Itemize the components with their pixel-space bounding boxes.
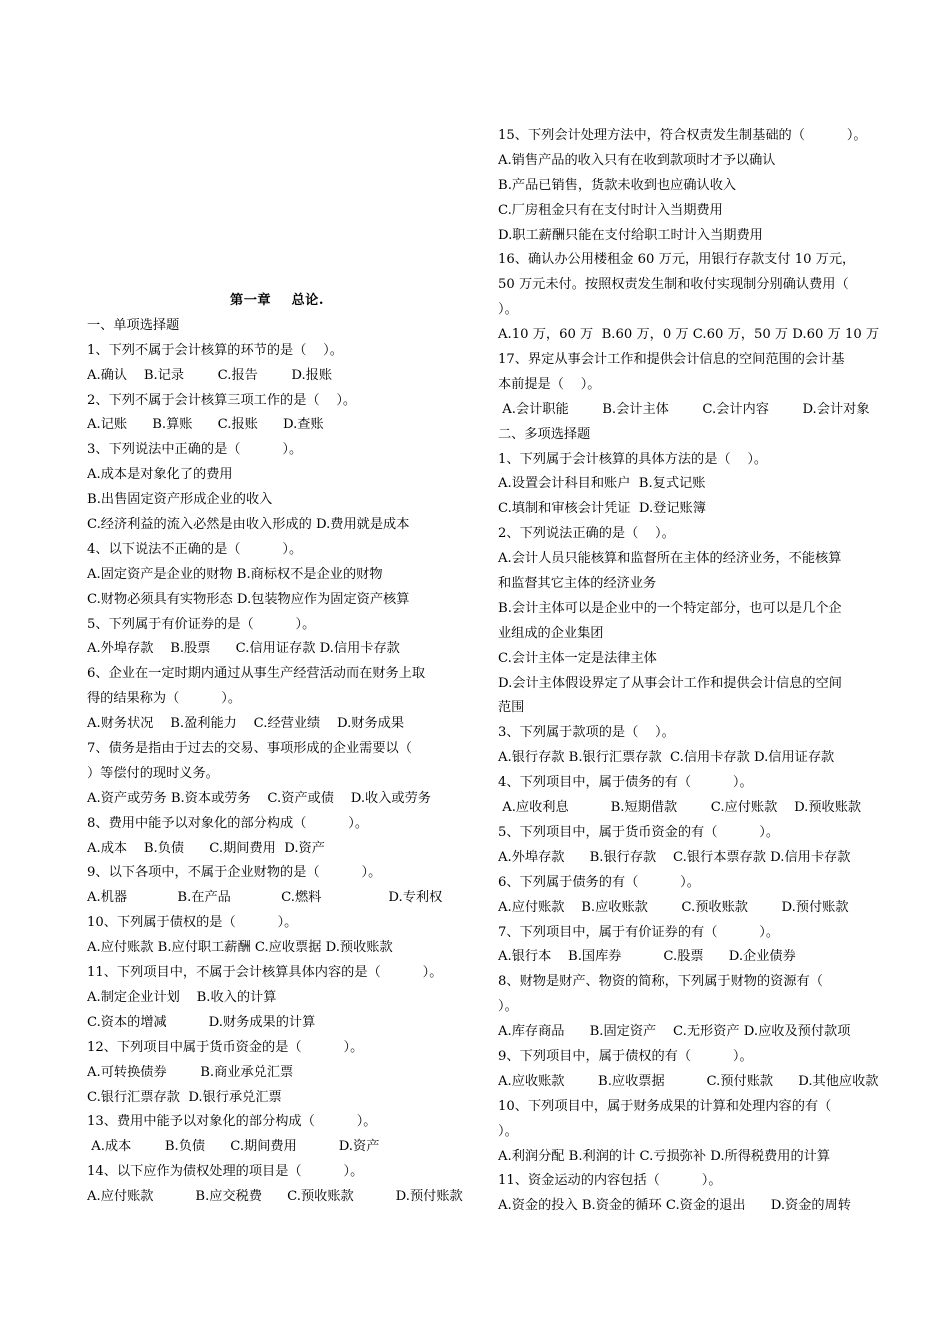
text-line: D.职工薪酬只能在支付给职工时计入当期费用 — [498, 227, 763, 243]
text-line: 9、下列项目中，属于债权的有（ ）。 — [498, 1048, 753, 1064]
chapter-title: 第一章 总论. — [230, 293, 324, 308]
text-line: ）。 — [498, 1123, 518, 1139]
text-line: 8、财物是财产、物资的简称，下列属于财物的资源有（ — [498, 974, 823, 990]
text-line: A.应付账款 B.应付职工薪酬 C.应收票据 D.预收账款 — [87, 940, 393, 956]
text-line: ）。 — [498, 999, 518, 1015]
text-line: A.资金的投入 B.资金的循环 C.资金的退出 D.资金的周转 — [498, 1198, 851, 1214]
text-line: A.会计职能 B.会计主体 C.会计内容 D.会计对象 — [498, 401, 870, 417]
left-column — [87, 289, 467, 1210]
text-line: 50 万元未付。按照权责发生制和收付实现制分别确认费用（ — [498, 277, 849, 293]
text-line: A.固定资产是企业的财物 B.商标权不是企业的财物 — [87, 566, 383, 582]
text-line: A.成本 B.负债 C.期间费用 D.资产 — [87, 840, 325, 856]
text-line: 1、下列属于会计核算的具体方法的是（ ）。 — [498, 451, 768, 467]
text-line: A.银行存款 B.银行汇票存款 C.信用卡存款 D.信用证存款 — [498, 750, 835, 766]
text-line: A.可转换债券 B.商业承兑汇票 — [87, 1064, 294, 1080]
text-line: 11、资金运动的内容包括（ ）。 — [498, 1173, 722, 1189]
text-line: C.会计主体一定是法律主体 — [498, 650, 657, 666]
text-line: 7、下列项目中，属于有价证券的有（ ）。 — [498, 924, 780, 940]
text-line: 3、下列属于款项的是（ ）。 — [498, 725, 675, 741]
text-line: 15、下列会计处理方法中，符合权责发生制基础的（ ）。 — [498, 128, 867, 143]
text-line: 本前提是（ ）。 — [498, 376, 601, 392]
text-line: A.外埠存款 B.银行存款 C.银行本票存款 D.信用卡存款 — [498, 849, 851, 865]
text-line: 一、单项选择题 — [87, 317, 180, 333]
text-line: 和监督其它主体的经济业务 — [498, 576, 657, 592]
text-line: A.会计人员只能核算和监督所在主体的经济业务，不能核算 — [498, 551, 842, 567]
text-line: A.外埠存款 B.股票 C.信用证存款 D.信用卡存款 — [87, 641, 400, 657]
text-line: 4、以下说法不正确的是（ ）。 — [87, 541, 303, 557]
text-line: 4、下列项目中，属于债务的有（ ）。 — [498, 775, 753, 791]
text-line: 12、下列项目中属于货币资金的是（ ）。 — [87, 1039, 364, 1055]
text-line: 9、以下各项中，不属于企业财物的是（ ）。 — [87, 865, 382, 881]
text-line: 14、以下应作为债权处理的项目是（ ）。 — [87, 1164, 364, 1180]
text-line: 3、下列说法中正确的是（ ）。 — [87, 442, 303, 458]
text-line: C.填制和审核会计凭证 D.登记账簿 — [498, 501, 706, 517]
text-line: A.应付账款 B.应收账款 C.预收账款 D.预付账款 — [498, 899, 849, 915]
text-line: 6、企业在一定时期内通过从事生产经营活动而在财务上取 — [87, 666, 426, 682]
text-line: C.资本的增减 D.财务成果的计算 — [87, 1014, 316, 1030]
text-line: A.销售产品的收入只有在收到款项时才予以确认 — [498, 152, 776, 168]
right-column — [498, 124, 888, 1219]
text-line: 得的结果称为（ ）。 — [87, 691, 242, 707]
text-line: A.确认 B.记录 C.报告 D.报账 — [87, 367, 333, 383]
text-line: 13、费用中能予以对象化的部分构成（ ）。 — [87, 1114, 377, 1130]
text-line: 5、下列属于有价证券的是（ ）。 — [87, 616, 316, 632]
text-line: C.经济利益的流入必然是由收入形成的 D.费用就是成本 — [87, 517, 410, 533]
text-line: A.机器 B.在产品 C.燃料 D.专利权 — [87, 890, 443, 906]
text-line: D.会计主体假设界定了从事会计工作和提供会计信息的空间 — [498, 675, 842, 691]
text-line: C.厂房租金只有在支付时计入当期费用 — [498, 202, 723, 218]
text-line: A.应收利息 B.短期借款 C.应付账款 D.预收账款 — [498, 800, 862, 816]
text-line: A.利润分配 B.利润的计 C.亏损弥补 D.所得税费用的计算 — [498, 1148, 831, 1164]
text-line: 2、下列说法正确的是（ ）。 — [498, 526, 675, 542]
text-line: 7、债务是指由于过去的交易、事项形成的企业需要以（ — [87, 741, 412, 757]
text-line: A.银行本 B.国库券 C.股票 D.企业债券 — [498, 949, 796, 965]
text-line: B.出售固定资产形成企业的收入 — [87, 492, 273, 508]
text-line: 2、下列不属于会计核算三项工作的是（ ）。 — [87, 392, 357, 408]
text-line: 5、下列项目中，属于货币资金的有（ ）。 — [498, 824, 780, 840]
text-line: A.应付账款 B.应交税费 C.预收账款 D.预付账款 — [87, 1189, 463, 1205]
text-line: 1、下列不属于会计核算的环节的是（ ）。 — [87, 342, 343, 358]
text-line: ）等偿付的现时义务。 — [87, 765, 219, 781]
text-line: B.会计主体可以是企业中的一个特定部分，也可以是几个企 — [498, 600, 842, 616]
text-line: A.应收账款 B.应收票据 C.预付账款 D.其他应收款 — [498, 1073, 879, 1089]
text-line: A.记账 B.算账 C.报账 D.查账 — [87, 417, 324, 433]
text-line: 8、费用中能予以对象化的部分构成（ ）。 — [87, 815, 369, 831]
text-line: A.成本是对象化了的费用 — [87, 467, 233, 483]
text-line: 二、多项选择题 — [498, 426, 591, 442]
text-line: 10、下列项目中，属于财务成果的计算和处理内容的有（ — [498, 1098, 832, 1114]
text-line: 17、界定从事会计工作和提供会计信息的空间范围的会计基 — [498, 352, 845, 368]
text-line: A.库存商品 B.固定资产 C.无形资产 D.应收及预付款项 — [498, 1024, 851, 1040]
text-line: C.财物必须具有实物形态 D.包装物应作为固定资产核算 — [87, 591, 410, 607]
text-line: C.银行汇票存款 D.银行承兑汇票 — [87, 1089, 282, 1105]
text-line: B.产品已销售，货款未收到也应确认收入 — [498, 177, 737, 193]
text-line: 范围 — [498, 700, 525, 716]
text-line: A.设置会计科目和账户 B.复式记账 — [498, 476, 706, 492]
text-line: ）。 — [498, 302, 518, 318]
text-line: A.资产或劳务 B.资本或劳务 C.资产或债 D.收入或劳务 — [87, 790, 431, 806]
text-line: 16、确认办公用楼租金 60 万元，用银行存款支付 10 万元， — [498, 252, 856, 268]
text-line: A.财务状况 B.盈利能力 C.经营业绩 D.财务成果 — [87, 716, 405, 732]
text-line: 10、下列属于债权的是（ ）。 — [87, 915, 298, 931]
text-line: 6、下列属于债务的有（ ）。 — [498, 874, 700, 890]
text-line: 业组成的企业集团 — [498, 625, 604, 641]
text-line: A.制定企业计划 B.收入的计算 — [87, 989, 277, 1005]
text-line: A.成本 B.负债 C.期间费用 D.资产 — [87, 1139, 380, 1155]
text-line: 11、下列项目中，不属于会计核算具体内容的是（ ）。 — [87, 965, 443, 981]
text-line: A.10 万，60 万 B.60 万，0 万 C.60 万，50 万 D.60 万 10 万 — [498, 327, 880, 343]
